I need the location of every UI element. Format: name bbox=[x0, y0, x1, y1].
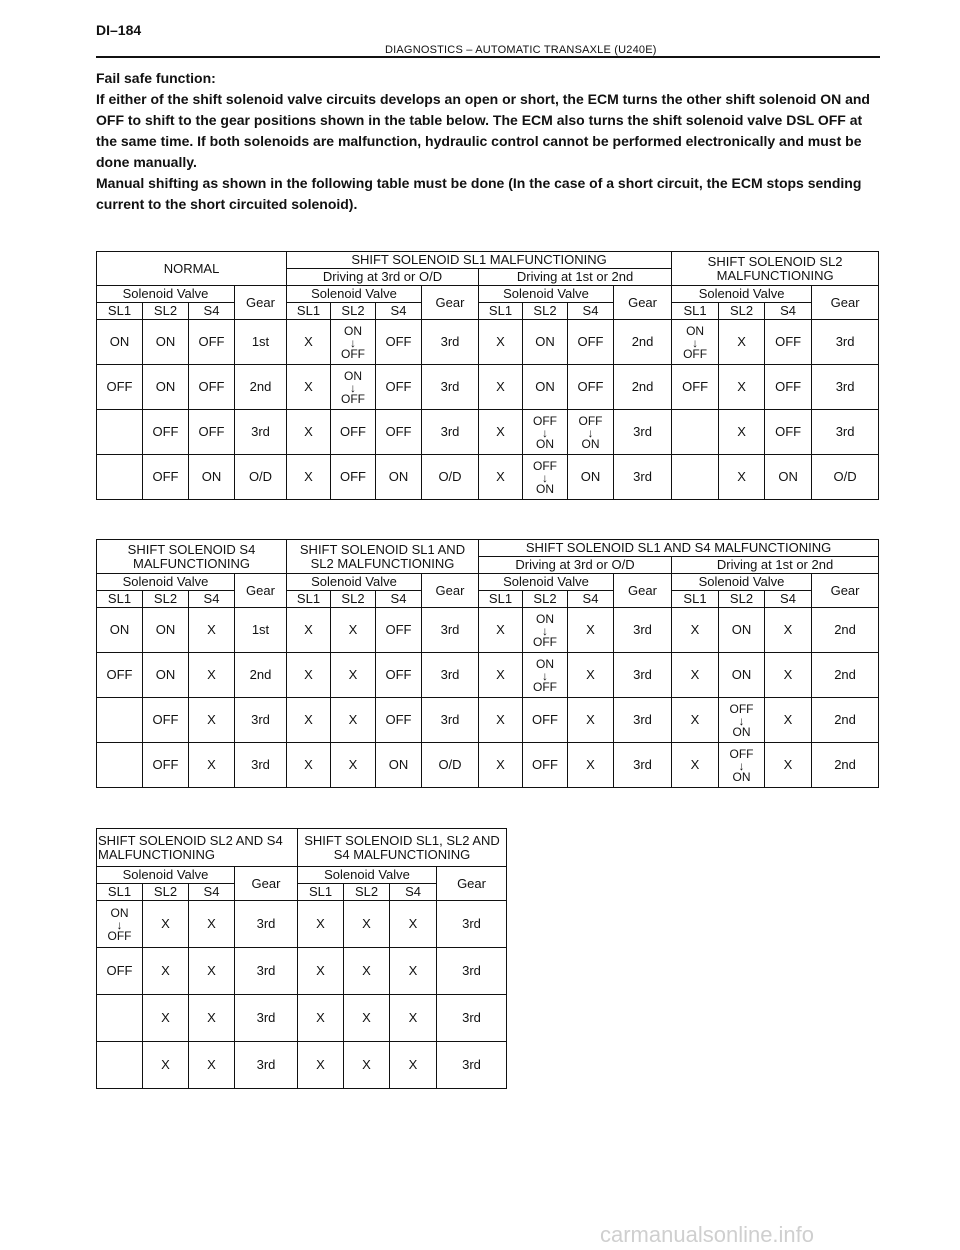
table-cell: X bbox=[298, 1042, 344, 1089]
table-cell: OFF bbox=[672, 365, 719, 410]
header-s4: S4 bbox=[765, 591, 812, 608]
table-cell bbox=[523, 608, 568, 653]
table-row bbox=[97, 901, 507, 948]
watermark-footer: carmanualsonline.info bbox=[600, 1222, 815, 1247]
table-cell: ON bbox=[376, 743, 422, 788]
table-cell: X bbox=[189, 743, 235, 788]
table-cell: 3rd bbox=[812, 365, 879, 410]
table-cell bbox=[97, 901, 143, 948]
table-cell: 3rd bbox=[422, 653, 479, 698]
table-cell: X bbox=[479, 698, 523, 743]
header-solenoid-valve: Solenoid Valve bbox=[479, 574, 614, 591]
table-cell: X bbox=[298, 901, 344, 948]
table-cell: OFF bbox=[376, 410, 422, 455]
table-cell: 3rd bbox=[614, 743, 672, 788]
header-solenoid-valve: Solenoid Valve bbox=[672, 574, 812, 591]
header-sl1-sl2-mal: SHIFT SOLENOID SL1 AND SL2 MALFUNCTIONING bbox=[287, 540, 479, 574]
table-row bbox=[97, 743, 879, 788]
table-cell bbox=[568, 410, 614, 455]
table-cell: X bbox=[672, 653, 719, 698]
table-cell: X bbox=[287, 608, 331, 653]
table-cell: X bbox=[287, 743, 331, 788]
table-cell: 3rd bbox=[437, 901, 507, 948]
table-cell: 2nd bbox=[614, 320, 672, 365]
table-cell: X bbox=[344, 901, 390, 948]
table-cell: 2nd bbox=[812, 653, 879, 698]
table-cell bbox=[97, 410, 143, 455]
table-cell: X bbox=[344, 948, 390, 995]
table-row bbox=[97, 455, 879, 500]
table-cell: X bbox=[287, 455, 331, 500]
table-cell: ON bbox=[143, 608, 189, 653]
table-cell: OFF bbox=[97, 948, 143, 995]
table-cell: ON bbox=[376, 455, 422, 500]
header-all-mal: SHIFT SOLENOID SL1, SL2 AND S4 MALFUNCTIONING bbox=[298, 829, 507, 867]
table-cell: OFF bbox=[331, 410, 376, 455]
state-transition: OFF ↓ ON bbox=[578, 414, 603, 451]
state-transition: OFF ↓ ON bbox=[729, 702, 754, 739]
table-row bbox=[97, 608, 879, 653]
intro-title: Fail safe function: bbox=[96, 70, 216, 86]
header-gear: Gear bbox=[812, 286, 879, 320]
header-sl1: SL1 bbox=[479, 303, 523, 320]
table-row bbox=[97, 653, 879, 698]
table-cell bbox=[97, 455, 143, 500]
table-cell: OFF bbox=[189, 320, 235, 365]
table-cell: X bbox=[719, 365, 765, 410]
table-cell: ON bbox=[568, 455, 614, 500]
running-header: DIAGNOSTICS – AUTOMATIC TRANSAXLE (U240E) bbox=[385, 44, 657, 56]
table-cell: X bbox=[568, 608, 614, 653]
table-cell bbox=[97, 698, 143, 743]
table-cell: OFF bbox=[765, 365, 812, 410]
table-cell: 3rd bbox=[235, 698, 287, 743]
header-s4: S4 bbox=[568, 303, 614, 320]
header-s4: S4 bbox=[568, 591, 614, 608]
header-sl1: SL1 bbox=[97, 884, 143, 901]
page-number: DI–184 bbox=[96, 22, 142, 38]
header-gear: Gear bbox=[614, 286, 672, 320]
header-gear: Gear bbox=[614, 574, 672, 608]
header-gear: Gear bbox=[422, 286, 479, 320]
table-cell: 3rd bbox=[422, 698, 479, 743]
table-cell: 3rd bbox=[235, 995, 298, 1042]
table-cell: ON bbox=[143, 365, 189, 410]
table-cell: X bbox=[298, 995, 344, 1042]
table-cell: 3rd bbox=[437, 948, 507, 995]
header-rule bbox=[96, 56, 880, 58]
table-cell: 2nd bbox=[614, 365, 672, 410]
header-sl2: SL2 bbox=[719, 591, 765, 608]
header-sl1: SL1 bbox=[672, 591, 719, 608]
table-cell: OFF bbox=[568, 365, 614, 410]
table-cell: X bbox=[287, 365, 331, 410]
table-row bbox=[97, 320, 879, 365]
table-cell: X bbox=[287, 320, 331, 365]
table-cell: X bbox=[568, 698, 614, 743]
table-cell: 2nd bbox=[812, 743, 879, 788]
table-cell: X bbox=[189, 653, 235, 698]
table-cell: ON bbox=[143, 653, 189, 698]
table-cell: ON bbox=[143, 320, 189, 365]
header-drive-1st-2nd: Driving at 1st or 2nd bbox=[479, 269, 672, 286]
header-s4: S4 bbox=[390, 884, 437, 901]
table-cell: OFF bbox=[376, 320, 422, 365]
table-cell: X bbox=[390, 1042, 437, 1089]
table-cell: 3rd bbox=[235, 948, 298, 995]
table-cell: X bbox=[331, 743, 376, 788]
table-cell: X bbox=[189, 901, 235, 948]
table-cell: 3rd bbox=[422, 320, 479, 365]
table-cell bbox=[719, 743, 765, 788]
table-cell: X bbox=[719, 410, 765, 455]
table-cell: 3rd bbox=[422, 608, 479, 653]
table-cell: OFF bbox=[189, 365, 235, 410]
table-cell: X bbox=[672, 608, 719, 653]
table-cell: X bbox=[331, 653, 376, 698]
state-transition: OFF ↓ ON bbox=[729, 747, 754, 784]
table-cell: X bbox=[672, 743, 719, 788]
table-cell bbox=[672, 455, 719, 500]
header-s4: S4 bbox=[765, 303, 812, 320]
table-cell: 3rd bbox=[812, 410, 879, 455]
table-cell: X bbox=[287, 698, 331, 743]
table-1 bbox=[96, 251, 879, 500]
header-sl1: SL1 bbox=[287, 303, 331, 320]
table-cell: 2nd bbox=[812, 608, 879, 653]
header-gear: Gear bbox=[235, 286, 287, 320]
table-2 bbox=[96, 539, 879, 788]
header-gear: Gear bbox=[437, 867, 507, 901]
table-cell: ON bbox=[97, 608, 143, 653]
header-normal: NORMAL bbox=[97, 252, 287, 286]
state-transition: ON ↓ OFF bbox=[683, 324, 708, 361]
table-cell: 3rd bbox=[614, 698, 672, 743]
table-cell: X bbox=[765, 698, 812, 743]
intro-paragraph-1: If either of the shift solenoid valve circuits develops an open or short, the ECM turns the other shift solenoid ON and OFF to shift to the gear positions shown in the table below. The ECM also turns the shift solenoid valve DSL OFF at the same time. If both solenoids are malfunction, hydraulic control cannot be performed electronically and must be done manually. bbox=[96, 91, 870, 170]
table-cell: X bbox=[390, 901, 437, 948]
table-cell: OFF bbox=[523, 743, 568, 788]
table-cell: O/D bbox=[422, 743, 479, 788]
table-cell: 2nd bbox=[235, 365, 287, 410]
header-gear: Gear bbox=[235, 867, 298, 901]
header-s4: S4 bbox=[189, 303, 235, 320]
table-cell: OFF bbox=[189, 410, 235, 455]
table-cell: X bbox=[479, 410, 523, 455]
header-s4-mal: SHIFT SOLENOID S4 MALFUNCTIONING bbox=[97, 540, 287, 574]
table-cell: X bbox=[189, 1042, 235, 1089]
table-cell: X bbox=[331, 608, 376, 653]
table-cell bbox=[331, 320, 376, 365]
header-sl1: SL1 bbox=[672, 303, 719, 320]
table-cell: 1st bbox=[235, 608, 287, 653]
header-sl2: SL2 bbox=[143, 591, 189, 608]
table-cell bbox=[97, 995, 143, 1042]
table-cell: 1st bbox=[235, 320, 287, 365]
table-cell: OFF bbox=[523, 698, 568, 743]
header-sl2: SL2 bbox=[143, 884, 189, 901]
table-cell: X bbox=[298, 948, 344, 995]
table-cell: X bbox=[189, 608, 235, 653]
table-cell: X bbox=[479, 320, 523, 365]
table-cell: X bbox=[189, 948, 235, 995]
table-cell: ON bbox=[765, 455, 812, 500]
table-cell: ON bbox=[719, 653, 765, 698]
table-cell: 3rd bbox=[235, 1042, 298, 1089]
table-cell: X bbox=[568, 743, 614, 788]
header-solenoid-valve: Solenoid Valve bbox=[97, 867, 235, 884]
table-cell: 3rd bbox=[235, 743, 287, 788]
header-sl2: SL2 bbox=[719, 303, 765, 320]
table-cell: X bbox=[479, 455, 523, 500]
table-cell: X bbox=[765, 608, 812, 653]
table-cell: X bbox=[189, 995, 235, 1042]
header-gear: Gear bbox=[812, 574, 879, 608]
table-cell: 3rd bbox=[422, 365, 479, 410]
table-cell: OFF bbox=[97, 653, 143, 698]
header-s4: S4 bbox=[376, 303, 422, 320]
table-cell: X bbox=[344, 995, 390, 1042]
table-cell: 3rd bbox=[812, 320, 879, 365]
table-cell: OFF bbox=[765, 320, 812, 365]
state-transition: OFF ↓ ON bbox=[533, 414, 557, 451]
table-cell: OFF bbox=[143, 410, 189, 455]
table-cell bbox=[523, 653, 568, 698]
state-transition: ON ↓ OFF bbox=[107, 906, 132, 943]
table-cell: 3rd bbox=[614, 455, 672, 500]
header-solenoid-valve: Solenoid Valve bbox=[287, 286, 422, 303]
table-cell: ON bbox=[523, 365, 568, 410]
table-cell: X bbox=[765, 743, 812, 788]
table-cell: X bbox=[719, 320, 765, 365]
table-cell: OFF bbox=[765, 410, 812, 455]
table-cell: X bbox=[390, 995, 437, 1042]
table-cell: X bbox=[143, 995, 189, 1042]
table-cell: OFF bbox=[143, 455, 189, 500]
header-drive-1st-2nd: Driving at 1st or 2nd bbox=[672, 557, 879, 574]
table-cell: ON bbox=[97, 320, 143, 365]
table-cell: OFF bbox=[376, 365, 422, 410]
header-solenoid-valve: Solenoid Valve bbox=[97, 286, 235, 303]
table-row bbox=[97, 698, 879, 743]
state-transition: ON ↓ OFF bbox=[341, 369, 365, 406]
table-cell bbox=[719, 698, 765, 743]
header-s4: S4 bbox=[376, 591, 422, 608]
header-sl1: SL1 bbox=[97, 591, 143, 608]
table-cell: X bbox=[390, 948, 437, 995]
header-sl2: SL2 bbox=[344, 884, 390, 901]
table-cell: X bbox=[143, 948, 189, 995]
header-sl2: SL2 bbox=[523, 591, 568, 608]
table-cell: X bbox=[287, 410, 331, 455]
table-cell: X bbox=[331, 698, 376, 743]
table-cell: 3rd bbox=[437, 1042, 507, 1089]
table-cell: OFF bbox=[568, 320, 614, 365]
table-cell: ON bbox=[189, 455, 235, 500]
table-cell: X bbox=[479, 653, 523, 698]
intro-paragraph-2: Manual shifting as shown in the following table must be done (In the case of a short circuit, the ECM stops sending current to the short circuited solenoid). bbox=[96, 175, 862, 212]
table-cell: ON bbox=[719, 608, 765, 653]
table-row bbox=[97, 365, 879, 410]
table-cell: X bbox=[143, 901, 189, 948]
table-cell: 3rd bbox=[614, 410, 672, 455]
header-s4: S4 bbox=[189, 591, 235, 608]
table-cell: OFF bbox=[97, 365, 143, 410]
table-cell: 3rd bbox=[235, 901, 298, 948]
header-gear: Gear bbox=[235, 574, 287, 608]
table-cell: OFF bbox=[376, 653, 422, 698]
table-cell: OFF bbox=[331, 455, 376, 500]
header-sl2: SL2 bbox=[331, 303, 376, 320]
header-sl2-mal: SHIFT SOLENOID SL2 MALFUNCTIONING bbox=[672, 252, 879, 286]
table-cell: X bbox=[672, 698, 719, 743]
header-solenoid-valve: Solenoid Valve bbox=[298, 867, 437, 884]
header-sl1: SL1 bbox=[97, 303, 143, 320]
table-row bbox=[97, 1042, 507, 1089]
header-sl1: SL1 bbox=[479, 591, 523, 608]
table-row bbox=[97, 995, 507, 1042]
table-cell: X bbox=[765, 653, 812, 698]
table-cell bbox=[97, 1042, 143, 1089]
table-cell: ON bbox=[523, 320, 568, 365]
header-solenoid-valve: Solenoid Valve bbox=[97, 574, 235, 591]
table-cell: 3rd bbox=[422, 410, 479, 455]
header-sl1-s4-mal: SHIFT SOLENOID SL1 AND S4 MALFUNCTIONING bbox=[479, 540, 879, 557]
state-transition: OFF ↓ ON bbox=[533, 459, 557, 496]
header-sl2: SL2 bbox=[523, 303, 568, 320]
table-cell bbox=[97, 743, 143, 788]
table-cell: X bbox=[479, 608, 523, 653]
table-cell: X bbox=[344, 1042, 390, 1089]
table-cell: X bbox=[189, 698, 235, 743]
intro-section bbox=[96, 68, 886, 215]
header-sl2: SL2 bbox=[143, 303, 189, 320]
header-drive-3rd-od: Driving at 3rd or O/D bbox=[479, 557, 672, 574]
header-solenoid-valve: Solenoid Valve bbox=[479, 286, 614, 303]
table-cell: X bbox=[568, 653, 614, 698]
table-cell: X bbox=[143, 1042, 189, 1089]
table-cell: O/D bbox=[235, 455, 287, 500]
table-row bbox=[97, 410, 879, 455]
table-cell: X bbox=[479, 365, 523, 410]
state-transition: ON ↓ OFF bbox=[341, 324, 365, 361]
header-s4: S4 bbox=[189, 884, 235, 901]
header-sl1-mal: SHIFT SOLENOID SL1 MALFUNCTIONING bbox=[287, 252, 672, 269]
table-3 bbox=[96, 828, 507, 1089]
table-cell: X bbox=[287, 653, 331, 698]
table-cell bbox=[331, 365, 376, 410]
state-transition: ON ↓ OFF bbox=[533, 657, 557, 694]
header-solenoid-valve: Solenoid Valve bbox=[287, 574, 422, 591]
table-cell bbox=[523, 410, 568, 455]
table-cell: OFF bbox=[143, 743, 189, 788]
table-cell: 2nd bbox=[812, 698, 879, 743]
table-cell bbox=[672, 320, 719, 365]
header-sl2: SL2 bbox=[331, 591, 376, 608]
table-row bbox=[97, 948, 507, 995]
header-drive-3rd-od: Driving at 3rd or O/D bbox=[287, 269, 479, 286]
header-sl1: SL1 bbox=[298, 884, 344, 901]
table-cell: 3rd bbox=[614, 653, 672, 698]
table-cell: OFF bbox=[376, 698, 422, 743]
table-cell: 3rd bbox=[235, 410, 287, 455]
state-transition: ON ↓ OFF bbox=[533, 612, 557, 649]
header-sl2-s4-mal: SHIFT SOLENOID SL2 AND S4 MALFUNCTIONING bbox=[97, 829, 298, 867]
table-cell: 2nd bbox=[235, 653, 287, 698]
table-cell: OFF bbox=[376, 608, 422, 653]
table-cell: 3rd bbox=[614, 608, 672, 653]
table-cell: OFF bbox=[143, 698, 189, 743]
table-cell: X bbox=[719, 455, 765, 500]
header-solenoid-valve: Solenoid Valve bbox=[672, 286, 812, 303]
table-cell bbox=[672, 410, 719, 455]
table-cell: 3rd bbox=[437, 995, 507, 1042]
table-cell: X bbox=[479, 743, 523, 788]
header-sl1: SL1 bbox=[287, 591, 331, 608]
table-cell bbox=[523, 455, 568, 500]
header-gear: Gear bbox=[422, 574, 479, 608]
table-cell: O/D bbox=[422, 455, 479, 500]
table-cell: O/D bbox=[812, 455, 879, 500]
